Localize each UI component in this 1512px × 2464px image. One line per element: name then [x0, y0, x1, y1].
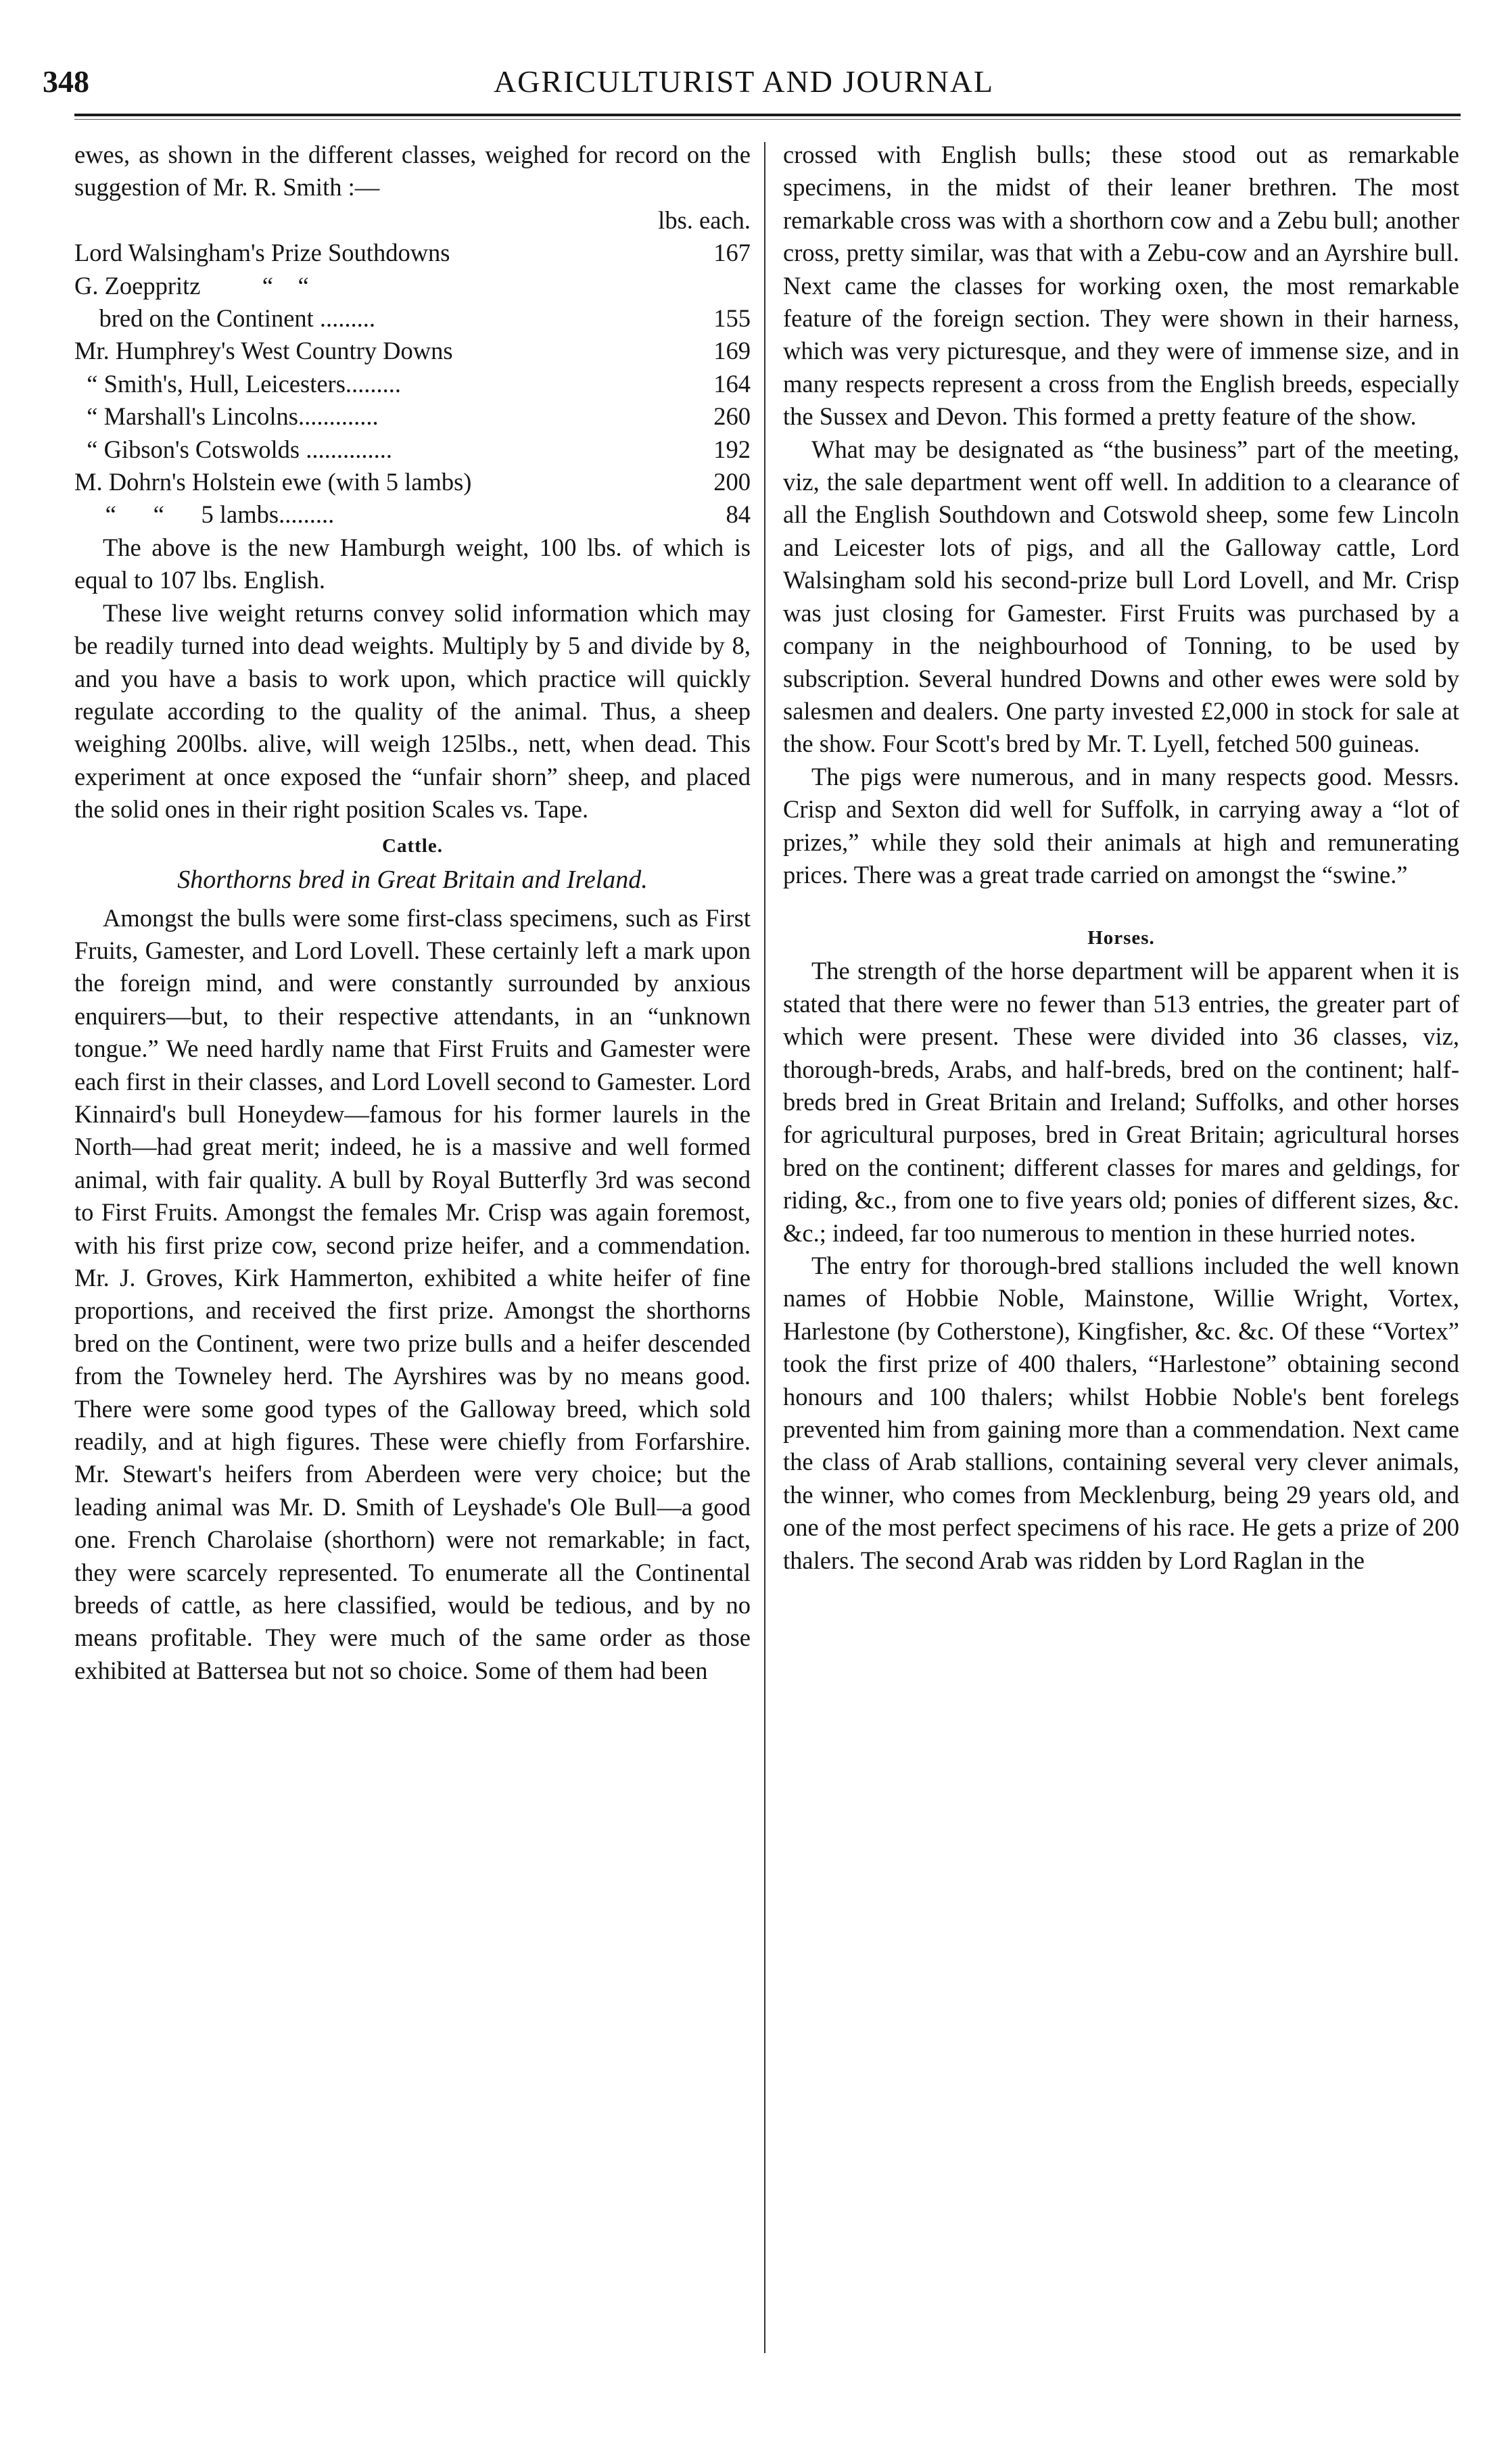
- running-title: AGRICULTURIST AND JOURNAL: [493, 64, 995, 99]
- row-label: Lord Walsingham's Prize Southdowns: [74, 239, 450, 267]
- row-value: [658, 270, 751, 302]
- intro-paragraph: ewes, as shown in the different classes, weighed for record on the suggestion of Mr. R. Smith :—: [74, 141, 751, 202]
- left-column: [74, 139, 751, 1687]
- table-row: [74, 237, 751, 269]
- section-heading-cattle: Cattle.: [382, 834, 443, 857]
- right-column: [783, 139, 1459, 1577]
- table-row: [74, 466, 751, 498]
- subheading-shorthorns: Shorthorns bred in Great Britain and Ireland.: [177, 865, 648, 894]
- header-rule-thin: [74, 119, 1461, 120]
- row-value: 164: [713, 369, 751, 398]
- business-paragraph: What may be designated as “the business” part of the meeting, viz, the sale department went off well. In addition to a clearance of all the English Southdown and Cotswold sheep, some few Lincoln and Leicester lots of pigs, and all the Galloway cattle, Lord Walsingham sold his second-prize bull Lord Lovell, and Mr. Crisp was just closing for Gamester. First Fruits was purchased by a company in the neighbourhood of Tonning, to be used by subscription. Several hundred Downs and other ewes were sold by salesmen and dealers. One party invested £2,000 in stock for sale at the show. Four Scott's bred by Mr. T. Lyell, fetched 500 guineas.: [783, 435, 1459, 758]
- row-label: “ Gibson's Cotswolds ..............: [74, 435, 392, 463]
- table-row: [74, 270, 751, 302]
- row-label: bred on the Continent .........: [74, 304, 376, 333]
- row-label: M. Dohrn's Holstein ewe (with 5 lambs): [74, 468, 472, 496]
- row-label: “ Marshall's Lincolns.............: [74, 402, 379, 431]
- row-value: 260: [713, 402, 751, 431]
- bulls-paragraph: Amongst the bulls were some first-class specimens, such as First Fruits, Gamester, and Lord Lovell. These certainly left a mark upon the foreign mind, and were constantly surrounded by anxious enquirers—but, to their respective attendants, in an “unknown tongue.” We need hardly name that First Fruits and Gamester were each first in their classes, and Lord Lovell second to Gamester. Lord Kinnaird's bull Honeydew—famous for his former laurels in the North—had great merit; indeed, he is a massive and well formed animal, with fair quality. A bull by Royal Butterfly 3rd was second to First Fruits. Amongst the females Mr. Crisp was again foremost, with his first prize cow, second prize heifer, and a commendation. Mr. J. Groves, Kirk Hammerton, exhibited a white heifer of fine proportions, and received the first prize. Amongst the shorthorns bred on the Continent, were two prize bulls and a heifer descended from the Towneley herd. The Ayrshires was by no means good. There were some good types of the Galloway breed, which sold readily, and at high figures. These were chiefly from Forfarshire. Mr. Stewart's heifers from Aberdeen were very choice; but the leading animal was Mr. D. Smith of Leyshade's Ole Bull—a good one. French Charolaise (shorthorn) were not remarkable; in fact, they were scarcely represented. To enumerate all the Continental breeds of cattle, as here classified, would be tedious, and by no means profitable. They were much of the same order as those exhibited at Battersea but not so choice. Some of them had been: [74, 903, 751, 1684]
- page-header: [30, 60, 1457, 107]
- column-divider: [764, 142, 765, 2353]
- row-label: G. Zoeppritz “ “: [74, 271, 309, 300]
- hamburgh-weight-paragraph: The above is the new Hamburgh weight, 100 lbs. of which is equal to 107 lbs. English.: [74, 533, 751, 594]
- page-number: 348: [43, 64, 89, 99]
- row-value: 84: [726, 500, 751, 529]
- section-heading-horses: Horses.: [1087, 927, 1155, 949]
- table-row: [74, 498, 751, 531]
- unit-header: lbs. each.: [658, 206, 751, 234]
- row-label: Mr. Humphrey's West Country Downs: [74, 337, 453, 365]
- row-value: 192: [713, 435, 751, 463]
- row-value: 169: [713, 337, 751, 365]
- table-row: [74, 302, 751, 335]
- row-label: “ Smith's, Hull, Leicesters.........: [74, 369, 402, 398]
- table-header-row: [74, 204, 751, 237]
- weights-table: [74, 204, 751, 531]
- horses-paragraph: The strength of the horse department will be apparent when it is stated that there were no fewer than 513 entries, the greater part of which were present. These were divided into 36 classes, viz, thorough-breds, Arabs, and half-breds, bred on the continent; half-breds bred in Great Britain and Ireland; Suffolks, and other horses for agricultural purposes, bred in Great Britain; agricultural horses bred on the continent; different classes for mares and geldings, for riding, &c., from one to five years old; ponies of different sizes, &c. &c.; indeed, far too numerous to mention in these hurried notes.: [783, 957, 1459, 1247]
- table-row: [74, 335, 751, 367]
- row-label: “ “ 5 lambs.........: [74, 500, 335, 529]
- row-value: 200: [713, 468, 751, 496]
- header-rule: [74, 114, 1461, 116]
- crossed-paragraph: crossed with English bulls; these stood out as remarkable specimens, in the midst of their leaner brethren. The most remarkable cross was with a shorthorn cow and a Zebu bull; another cross, pretty similar, was that with a Zebu-cow and an Ayrshire bull. Next came the classes for working oxen, the most remarkable feature of the foreign section. They were shown in their harness, which was very picturesque, and they were of immense size, and in many respects represent a cross from the English breeds, especially the Sussex and Devon. This formed a pretty feature of the show.: [783, 141, 1459, 431]
- thoroughbred-paragraph: The entry for thorough-bred stallions included the well known names of Hobbie Noble, Mainstone, Willie Wright, Vortex, Harlestone (by Cotherstone), Kingfisher, &c. &c. Of these “Vortex” took the first prize of 400 thalers, “Harlestone” obtaining second honours and 100 thalers; whilst Hobbie Noble's bent forelegs prevented him from gaining more than a commendation. Next came the class of Arab stallions, containing several very clever animals, the winner, who comes from Mecklenburg, being 29 years old, and one of the most perfect specimens of his race. He gets a prize of 200 thalers. The second Arab was ridden by Lord Raglan in the: [783, 1252, 1459, 1574]
- row-value: 155: [713, 304, 751, 333]
- table-row: [74, 433, 751, 466]
- pigs-paragraph: The pigs were numerous, and in many respects good. Messrs. Crisp and Sexton did well for Suffolk, in carrying away a “lot of prizes,” while they sold their animals at high and remunerating prices. There was a great trade carried on amongst the “swine.”: [783, 762, 1459, 889]
- table-row: [74, 400, 751, 433]
- table-row: [74, 368, 751, 400]
- row-value: 167: [713, 239, 751, 267]
- live-weight-paragraph: These live weight returns convey solid information which may be readily turned into dead weights. Multiply by 5 and divide by 8, and you have a basis to work upon, which practice will quickly regulate according to the quality of the animal. Thus, a sheep weighing 200lbs. alive, will weigh 125lbs., nett, when dead. This experiment at once exposed the “unfair shorn” sheep, and placed the solid ones in their right position Scales vs. Tape.: [74, 598, 751, 824]
- section-gap: [783, 891, 1459, 918]
